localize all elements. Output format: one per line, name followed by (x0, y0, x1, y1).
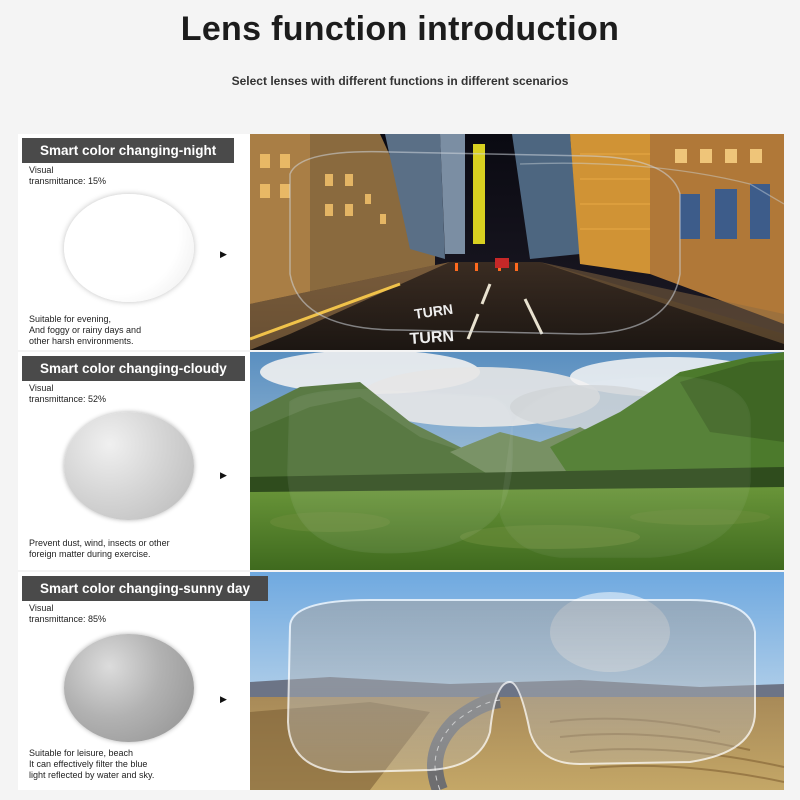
grey-lens-swatch (64, 412, 194, 520)
arrow-right-icon: ▶ (220, 470, 227, 480)
lens-description: Suitable for leisure, beach It can effectively filter the blue light reflected by water and sky. (29, 748, 155, 780)
lens-description: Suitable for evening, And foggy or rainy days and other harsh environments. (29, 314, 142, 346)
header (0, 0, 800, 130)
lens-info-panel (18, 572, 250, 790)
transmittance-text: Visual transmittance: 15% (29, 165, 107, 186)
section-label: Smart color changing-cloudy (22, 356, 245, 381)
arrow-right-icon: ▶ (220, 249, 227, 259)
lens-description: Prevent dust, wind, insects or other foreign matter during exercise. (29, 538, 170, 559)
page-title: Lens function introduction (180, 10, 620, 48)
section-label: Smart color changing-night (22, 138, 234, 163)
section-cloudy (18, 352, 784, 570)
section-night (18, 134, 784, 350)
arrow-right-icon: ▶ (220, 694, 227, 704)
night-city-photo (250, 134, 784, 350)
mountain-valley-photo (250, 352, 784, 570)
page-subtitle: Select lenses with different functions in different scenarios (231, 74, 569, 88)
svg-text:TURN: TURN (413, 300, 454, 322)
section-sunny-day (18, 572, 784, 790)
clear-lens-swatch (64, 194, 194, 302)
transmittance-text: Visual transmittance: 85% (29, 603, 107, 624)
lens-info-panel (18, 134, 250, 350)
svg-text:TURN: TURN (409, 327, 455, 348)
lens-info-panel (18, 352, 250, 570)
transmittance-text: Visual transmittance: 52% (29, 383, 107, 404)
section-label: Smart color changing-sunny day (22, 576, 268, 601)
mountain-road-photo (250, 572, 784, 790)
dark-lens-swatch (64, 634, 194, 742)
